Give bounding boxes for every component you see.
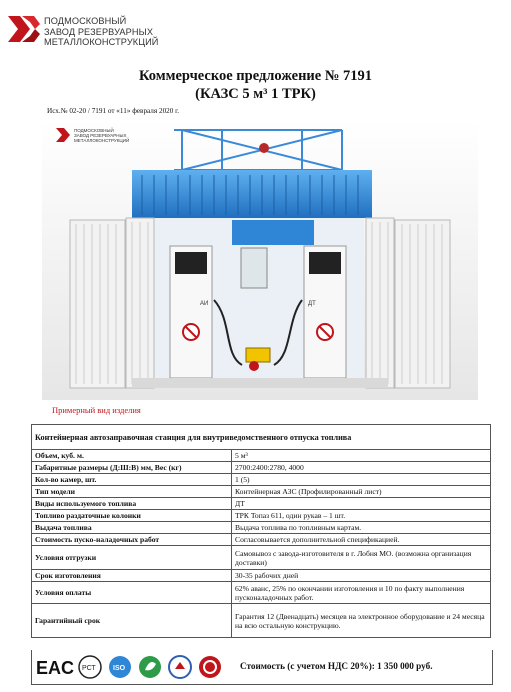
left-dispenser-label: АИ — [200, 301, 209, 307]
iso-mark-icon — [109, 656, 131, 678]
image-logo-line: ЗАВОД РЕЗЕРВУАРНЫХ — [74, 133, 127, 138]
reference-number: Исх.№ 02-20 / 7191 от «11» февраля 2020 г. — [47, 107, 180, 115]
company-logo — [6, 10, 176, 56]
spec-value: Контейнерная АЗС (Профилированный лист) — [232, 486, 491, 498]
table-row — [32, 582, 491, 604]
table-row — [32, 474, 491, 486]
spec-key: Объем, куб. м. — [32, 450, 232, 462]
eco-mark-icon — [139, 656, 161, 678]
quality-mark-icon — [169, 656, 191, 678]
offer-subtitle: (КАЗС 5 м³ 1 ТРК) — [195, 86, 316, 102]
offer-title: Коммерческое предложение № 7191 — [138, 68, 373, 84]
spec-key: Гарантийный срок — [32, 604, 232, 638]
spec-value: Гарантия 12 (Двенадцать) месяцев на электронное оборудование и 24 месяца на всю остальную конструкцию. — [232, 604, 491, 638]
spec-key: Условия оплаты — [32, 582, 232, 604]
spec-key: Срок изготовления — [32, 570, 232, 582]
spec-key: Кол-во камер, шт. — [32, 474, 232, 486]
table-row — [32, 462, 491, 474]
table-row — [32, 510, 491, 522]
spec-key: Топливо раздаточные колонки — [32, 510, 232, 522]
spec-value: 5 м³ — [232, 450, 491, 462]
spec-value: 1 (5) — [232, 474, 491, 486]
table-row — [32, 522, 491, 534]
spec-key: Условия отгрузки — [32, 546, 232, 570]
table-header: Контейнерная автозаправочная станция для внутриведомственного отпуска топлива — [32, 425, 491, 450]
total-price: Стоимость (с учетом НДС 20%): 1 350 000 руб. — [240, 661, 433, 671]
spec-value: ДТ — [232, 498, 491, 510]
iso-mark-text: ISO — [113, 665, 126, 672]
table-row — [32, 604, 491, 638]
eac-mark-icon — [36, 658, 74, 678]
table-row — [32, 570, 491, 582]
spec-value: Согласовывается дополнительной спецификацией. — [232, 534, 491, 546]
table-row — [32, 546, 491, 570]
certification-marks — [36, 654, 236, 680]
spec-value: Выдача топлива по топливным картам. — [232, 522, 491, 534]
table-row — [32, 450, 491, 462]
fire-safety-icon — [199, 656, 221, 678]
right-dispenser-label: ДТ — [308, 301, 316, 307]
specs-table — [31, 424, 491, 638]
spec-value: Самовывоз с завода-изготовителя в г. Лобня МО. (возможна организация доставки) — [232, 546, 491, 570]
logo-line: МЕТАЛЛОКОНСТРУКЦИЙ — [44, 37, 159, 47]
spec-key: Стоимость пуско-наладочных работ — [32, 534, 232, 546]
product-image — [42, 120, 478, 400]
spec-value: 62% аванс, 25% по окончании изготовления и 10 по факту выполнения пусконаладочных работ. — [232, 582, 491, 604]
spec-value: 2700:2400:2780, 4000 — [232, 462, 491, 474]
spec-key: Выдача топлива — [32, 522, 232, 534]
rst-mark-text: РСТ — [82, 665, 96, 672]
table-row — [32, 534, 491, 546]
image-caption: Примерный вид изделия — [52, 405, 141, 415]
company-logo-icon — [6, 12, 40, 46]
spec-key: Габаритные размеры (Д:Ш:В) мм, Вес (кг) — [32, 462, 232, 474]
logo-line: ЗАВОД РЕЗЕРВУАРНЫХ — [44, 26, 154, 37]
logo-line: ПОДМОСКОВНЫЙ — [44, 16, 127, 26]
spec-key: Виды используемого топлива — [32, 498, 232, 510]
table-row — [32, 486, 491, 498]
table-header-row — [32, 425, 491, 450]
image-logo-line: ПОДМОСКОВНЫЙ — [74, 128, 114, 133]
spec-value: ТРК Топаз 611, один рукав – 1 шт. — [232, 510, 491, 522]
image-logo-line: МЕТАЛЛОКОНСТРУКЦИЙ — [74, 138, 130, 143]
spec-value: 30-35 рабочих дней — [232, 570, 491, 582]
table-row — [32, 498, 491, 510]
eac-mark-text: EAC — [36, 658, 75, 678]
rst-mark-icon — [79, 656, 101, 678]
spec-key: Тип модели — [32, 486, 232, 498]
